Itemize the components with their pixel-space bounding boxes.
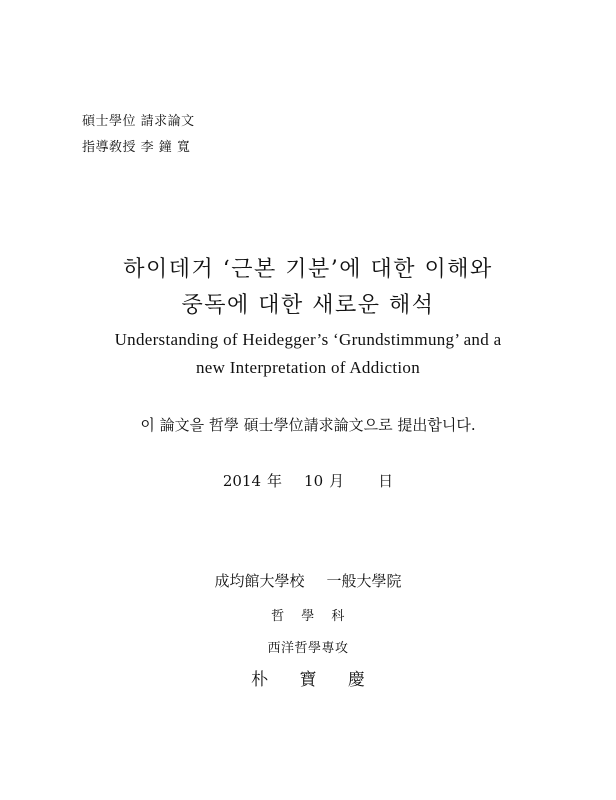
date-year: 2014 bbox=[222, 472, 262, 490]
institution-line bbox=[0, 570, 616, 591]
english-title-line-1: Understanding of Heidegger’s ‘Grundstimmung’ and a bbox=[114, 330, 502, 349]
date-month-label: 月 bbox=[329, 472, 345, 490]
degree-request-line: 碩士學位 請求論文 bbox=[82, 114, 195, 129]
korean-title-line-1: 하이데거 ‘근본 기분’에 대한 이해와 bbox=[123, 257, 493, 282]
date-year-label: 年 bbox=[267, 472, 283, 490]
submission-date bbox=[0, 470, 616, 491]
school-name: 成均館大學校 bbox=[214, 572, 305, 590]
major: 西洋哲學專攻 bbox=[267, 641, 349, 656]
graduate-school: 一般大學院 bbox=[326, 572, 402, 590]
date-day-label: 日 bbox=[378, 472, 394, 490]
department: 哲 學 科 bbox=[271, 609, 345, 624]
advisor-line: 指導敎授 李 鐘 寬 bbox=[82, 140, 191, 155]
author-name: 朴 寶 慶 bbox=[251, 670, 365, 690]
submission-statement: 이 論文을 哲學 碩士學位請求論文으로 提出합니다. bbox=[140, 416, 476, 434]
date-month: 10 bbox=[304, 472, 324, 490]
korean-title-line-2: 중독에 대한 새로운 해석 bbox=[181, 293, 435, 318]
english-title-line-2: new Interpretation of Addiction bbox=[195, 358, 421, 377]
